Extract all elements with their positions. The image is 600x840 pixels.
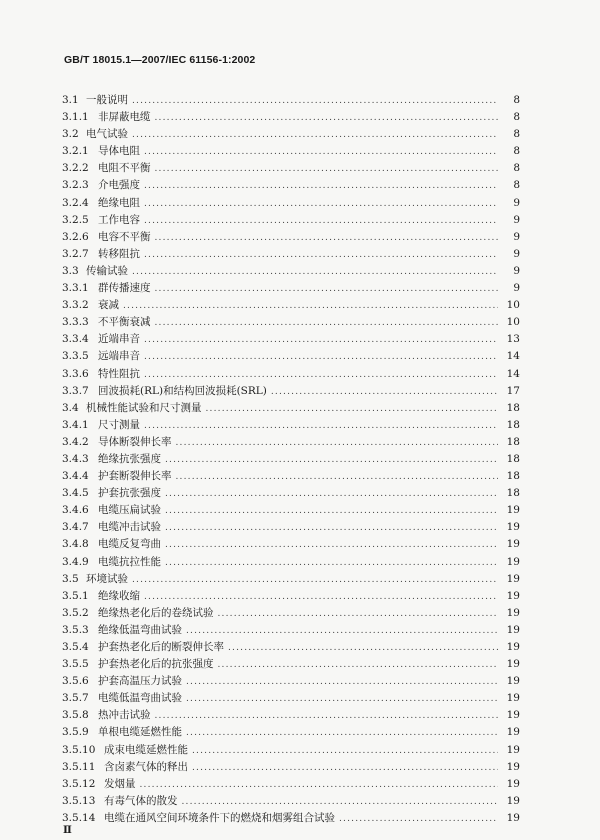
dot-leader (176, 469, 499, 486)
toc-page-number: 9 (513, 247, 520, 260)
toc-entry[interactable] (62, 724, 520, 741)
toc-section-number: 3.3 (62, 264, 79, 277)
toc-section-title: 电缆冲击试验 (98, 521, 161, 534)
toc-entry[interactable] (62, 690, 520, 707)
toc-section-number: 3.5.4 (62, 641, 89, 653)
toc-entry[interactable] (62, 485, 520, 502)
toc-section-title: 衰减 (98, 299, 119, 312)
toc-page-number: 14 (506, 350, 520, 363)
dot-leader (228, 640, 498, 657)
toc-page-number: 19 (506, 572, 520, 585)
toc-entry[interactable] (62, 143, 520, 160)
toc-page-number: 18 (506, 401, 520, 414)
toc-section-number: 3.4 (62, 401, 79, 414)
toc-section-title: 一般说明 (86, 94, 128, 106)
dot-leader (155, 230, 499, 247)
toc-section-title: 非屏蔽电缆 (98, 111, 151, 124)
toc-section-number: 3.5.12 (62, 777, 96, 790)
toc-entry[interactable] (62, 195, 520, 212)
toc-entry[interactable] (62, 502, 520, 519)
toc-section-title: 近端串音 (98, 333, 140, 346)
toc-section-title: 绝缘电阻 (98, 196, 140, 209)
toc-page-number: 19 (506, 658, 520, 671)
toc-page-number: 19 (506, 692, 520, 705)
toc-section-number: 3.5.1 (62, 589, 89, 602)
toc-entry[interactable] (62, 707, 520, 724)
toc-section-number: 3.5.3 (62, 623, 89, 636)
toc-section-number: 3.1.1 (62, 111, 89, 124)
toc-section-number: 3.4.9 (62, 555, 89, 568)
dot-leader (144, 589, 498, 606)
toc-section-title: 护套断裂伸长率 (98, 470, 172, 483)
toc-entry[interactable] (62, 92, 520, 109)
toc-entry[interactable] (62, 810, 520, 827)
dot-leader (165, 520, 498, 537)
dot-leader (123, 298, 498, 315)
dot-leader (165, 537, 498, 554)
dot-leader (144, 418, 498, 435)
dot-leader (192, 743, 498, 760)
toc-section-title: 护套抗张强度 (98, 487, 161, 500)
toc-page-number: 18 (506, 470, 520, 483)
table-of-contents (62, 92, 520, 827)
toc-page-number: 18 (506, 487, 520, 500)
toc-entry[interactable] (62, 297, 520, 314)
toc-section-title: 回波损耗(RL)和结构回波损耗(SRL) (98, 384, 267, 397)
toc-page-number: 18 (506, 435, 520, 448)
toc-entry[interactable] (62, 536, 520, 553)
dot-leader (144, 144, 498, 161)
toc-section-number: 3.5.2 (62, 606, 89, 619)
toc-entry[interactable] (62, 331, 520, 348)
toc-page-number: 9 (513, 264, 520, 277)
toc-section-number: 3.2.6 (62, 230, 89, 243)
toc-page-number: 14 (506, 367, 520, 380)
toc-entry[interactable] (62, 605, 520, 622)
toc-section-title: 传输试验 (86, 264, 128, 277)
dot-leader (182, 794, 499, 811)
toc-page-number: 19 (506, 794, 520, 807)
dot-leader (339, 811, 498, 828)
dot-leader (165, 486, 498, 503)
toc-page-number: 18 (506, 452, 520, 465)
dot-leader (192, 760, 498, 777)
toc-section-number: 3.5.11 (62, 760, 96, 773)
toc-page-number: 8 (513, 162, 520, 175)
dot-leader (176, 435, 499, 452)
toc-entry[interactable] (62, 622, 520, 639)
toc-section-title: 环境试验 (86, 572, 128, 585)
dot-leader (165, 503, 498, 520)
toc-section-number: 3.4.6 (62, 504, 89, 517)
toc-section-title: 电缆压扁试验 (98, 504, 161, 517)
toc-page-number: 8 (513, 128, 520, 141)
toc-entry[interactable] (62, 280, 520, 297)
dot-leader (140, 777, 499, 794)
toc-section-number: 3.2.3 (62, 179, 89, 192)
toc-entry[interactable] (62, 793, 520, 810)
toc-section-number: 3.3.7 (62, 384, 89, 397)
toc-section-title: 电缆抗拉性能 (98, 555, 161, 568)
toc-section-title: 群传播速度 (98, 282, 151, 295)
toc-page-number: 8 (513, 179, 520, 192)
toc-section-title: 成束电缆延燃性能 (104, 743, 188, 756)
toc-section-number: 3.3.3 (62, 316, 89, 329)
toc-page-number: 9 (513, 282, 520, 295)
toc-section-title: 绝缘热老化后的卷绕试验 (98, 606, 214, 619)
toc-section-number: 3.2 (62, 128, 79, 141)
dot-leader (165, 452, 498, 469)
toc-page-number: 19 (506, 811, 520, 824)
toc-section-number: 3.5.14 (62, 811, 96, 824)
toc-page-number: 19 (506, 726, 520, 739)
page-number-roman: Ⅱ (63, 824, 72, 836)
toc-section-number: 3.5.5 (62, 658, 89, 671)
toc-section-title: 发烟量 (104, 777, 136, 790)
dot-leader (132, 93, 498, 110)
toc-section-title: 电容不平衡 (98, 230, 151, 243)
toc-section-title: 远端串音 (98, 350, 140, 363)
toc-page-number: 19 (506, 743, 520, 756)
toc-entry[interactable] (62, 246, 520, 263)
toc-entry[interactable] (62, 212, 520, 229)
toc-section-title: 护套热老化后的断裂伸长率 (98, 641, 224, 653)
toc-page-number: 9 (513, 213, 520, 226)
toc-entry[interactable] (62, 759, 520, 776)
dot-leader (186, 725, 498, 742)
toc-section-number: 3.4.8 (62, 538, 89, 551)
dot-leader (132, 127, 498, 144)
toc-section-title: 不平衡衰减 (98, 316, 151, 329)
toc-entry[interactable] (62, 177, 520, 194)
toc-section-title: 护套高温压力试验 (98, 675, 182, 688)
toc-section-number: 3.3.1 (62, 282, 89, 295)
dot-leader (218, 606, 499, 623)
toc-section-title: 热冲击试验 (98, 709, 151, 722)
toc-section-title: 特性阻抗 (98, 367, 140, 380)
toc-entry[interactable] (62, 417, 520, 434)
toc-section-number: 3.3.4 (62, 333, 89, 346)
toc-entry[interactable] (62, 263, 520, 280)
toc-page-number: 19 (506, 606, 520, 619)
toc-page-number: 18 (506, 418, 520, 431)
toc-section-number: 3.4.3 (62, 452, 89, 465)
toc-section-number: 3.4.1 (62, 418, 89, 431)
toc-section-title: 尺寸测量 (98, 418, 140, 431)
toc-section-number: 3.1 (62, 94, 79, 106)
toc-section-title: 电缆反复弯曲 (98, 538, 161, 551)
toc-entry[interactable] (62, 639, 520, 656)
toc-page-number: 13 (506, 333, 520, 346)
toc-section-title: 工作电容 (98, 213, 140, 226)
toc-entry[interactable] (62, 673, 520, 690)
toc-section-number: 3.5.7 (62, 692, 89, 705)
toc-page-number: 8 (513, 94, 520, 106)
toc-page-number: 19 (506, 675, 520, 688)
dot-leader (144, 332, 498, 349)
toc-page-number: 19 (506, 777, 520, 790)
toc-section-number: 3.5.10 (62, 743, 96, 756)
toc-section-number: 3.4.4 (62, 470, 89, 483)
toc-entry[interactable] (62, 229, 520, 246)
toc-section-number: 3.5.13 (62, 794, 96, 807)
toc-entry[interactable] (62, 656, 520, 673)
toc-section-number: 3.5 (62, 572, 79, 585)
dot-leader (186, 691, 498, 708)
toc-entry[interactable] (62, 383, 520, 400)
toc-page-number: 9 (513, 196, 520, 209)
toc-section-title: 绝缘低温弯曲试验 (98, 623, 182, 636)
toc-section-number: 3.4.7 (62, 521, 89, 534)
toc-page-number: 17 (506, 384, 520, 397)
dot-leader (155, 315, 499, 332)
toc-section-title: 绝缘收缩 (98, 589, 140, 602)
dot-leader (132, 572, 498, 589)
toc-page-number: 8 (513, 145, 520, 158)
dot-leader (271, 384, 498, 401)
toc-section-title: 单根电缆延燃性能 (98, 726, 182, 739)
dot-leader (165, 555, 498, 572)
toc-page-number: 9 (513, 230, 520, 243)
toc-section-title: 转移阻抗 (98, 247, 140, 260)
toc-entry[interactable] (62, 366, 520, 383)
dot-leader (155, 708, 499, 725)
toc-section-title: 护套热老化后的抗张强度 (98, 658, 214, 671)
toc-section-number: 3.5.6 (62, 675, 89, 688)
toc-section-number: 3.3.2 (62, 299, 89, 312)
toc-page-number: 10 (506, 299, 520, 312)
dot-leader (144, 247, 498, 264)
dot-leader (144, 178, 498, 195)
toc-section-number: 3.2.7 (62, 247, 89, 260)
toc-entry[interactable] (62, 468, 520, 485)
toc-page-number: 19 (506, 504, 520, 517)
toc-page-number: 19 (506, 555, 520, 568)
toc-entry[interactable] (62, 126, 520, 143)
toc-entry[interactable] (62, 400, 520, 417)
toc-page-number: 19 (506, 760, 520, 773)
toc-section-number: 3.5.8 (62, 709, 89, 722)
dot-leader (132, 264, 498, 281)
toc-section-number: 3.2.5 (62, 213, 89, 226)
toc-section-title: 电阻不平衡 (98, 162, 151, 175)
toc-page-number: 19 (506, 641, 520, 653)
toc-section-title: 含卤素气体的释出 (104, 760, 188, 773)
toc-page-number: 19 (506, 538, 520, 551)
toc-section-title: 导体电阻 (98, 145, 140, 158)
toc-section-title: 介电强度 (98, 179, 140, 192)
toc-section-number: 3.2.2 (62, 162, 89, 175)
toc-page-number: 19 (506, 623, 520, 636)
toc-entry[interactable] (62, 588, 520, 605)
toc-entry[interactable] (62, 160, 520, 177)
dot-leader (206, 401, 499, 418)
toc-section-number: 3.2.1 (62, 145, 89, 158)
toc-page-number: 19 (506, 521, 520, 534)
toc-section-title: 导体断裂伸长率 (98, 435, 172, 448)
dot-leader (144, 196, 498, 213)
toc-section-title: 有毒气体的散发 (104, 794, 178, 807)
toc-page-number: 8 (513, 111, 520, 124)
toc-section-number: 3.3.5 (62, 350, 89, 363)
toc-entry[interactable] (62, 434, 520, 451)
toc-section-number: 3.5.9 (62, 726, 89, 739)
toc-entry[interactable] (62, 109, 520, 126)
toc-entry[interactable] (62, 314, 520, 331)
toc-page-number: 10 (506, 316, 520, 329)
toc-entry[interactable] (62, 519, 520, 536)
dot-leader (144, 367, 498, 384)
dot-leader (155, 110, 499, 127)
toc-section-title: 电缆在通风空间环境条件下的燃烧和烟雾组合试验 (104, 811, 335, 824)
toc-entry[interactable] (62, 571, 520, 588)
toc-page-number: 19 (506, 589, 520, 602)
toc-section-title: 绝缘抗张强度 (98, 452, 161, 465)
toc-section-title: 电缆低温弯曲试验 (98, 692, 182, 705)
toc-entry[interactable] (62, 554, 520, 571)
toc-entry[interactable] (62, 742, 520, 759)
toc-section-title: 机械性能试验和尺寸测量 (86, 401, 202, 414)
toc-entry[interactable] (62, 451, 520, 468)
standard-number-header: GB/T 18015.1—2007/IEC 61156-1:2002 (64, 54, 256, 66)
toc-section-number: 3.4.5 (62, 487, 89, 500)
dot-leader (186, 623, 498, 640)
toc-section-title: 电气试验 (86, 128, 128, 141)
toc-page-number: 19 (506, 709, 520, 722)
toc-section-number: 3.2.4 (62, 196, 89, 209)
dot-leader (155, 281, 499, 298)
toc-section-number: 3.4.2 (62, 435, 89, 448)
toc-section-number: 3.3.6 (62, 367, 89, 380)
dot-leader (144, 213, 498, 230)
toc-entry[interactable] (62, 776, 520, 793)
dot-leader (218, 657, 499, 674)
toc-entry[interactable] (62, 348, 520, 365)
dot-leader (186, 674, 498, 691)
dot-leader (144, 349, 498, 366)
dot-leader (155, 161, 499, 178)
